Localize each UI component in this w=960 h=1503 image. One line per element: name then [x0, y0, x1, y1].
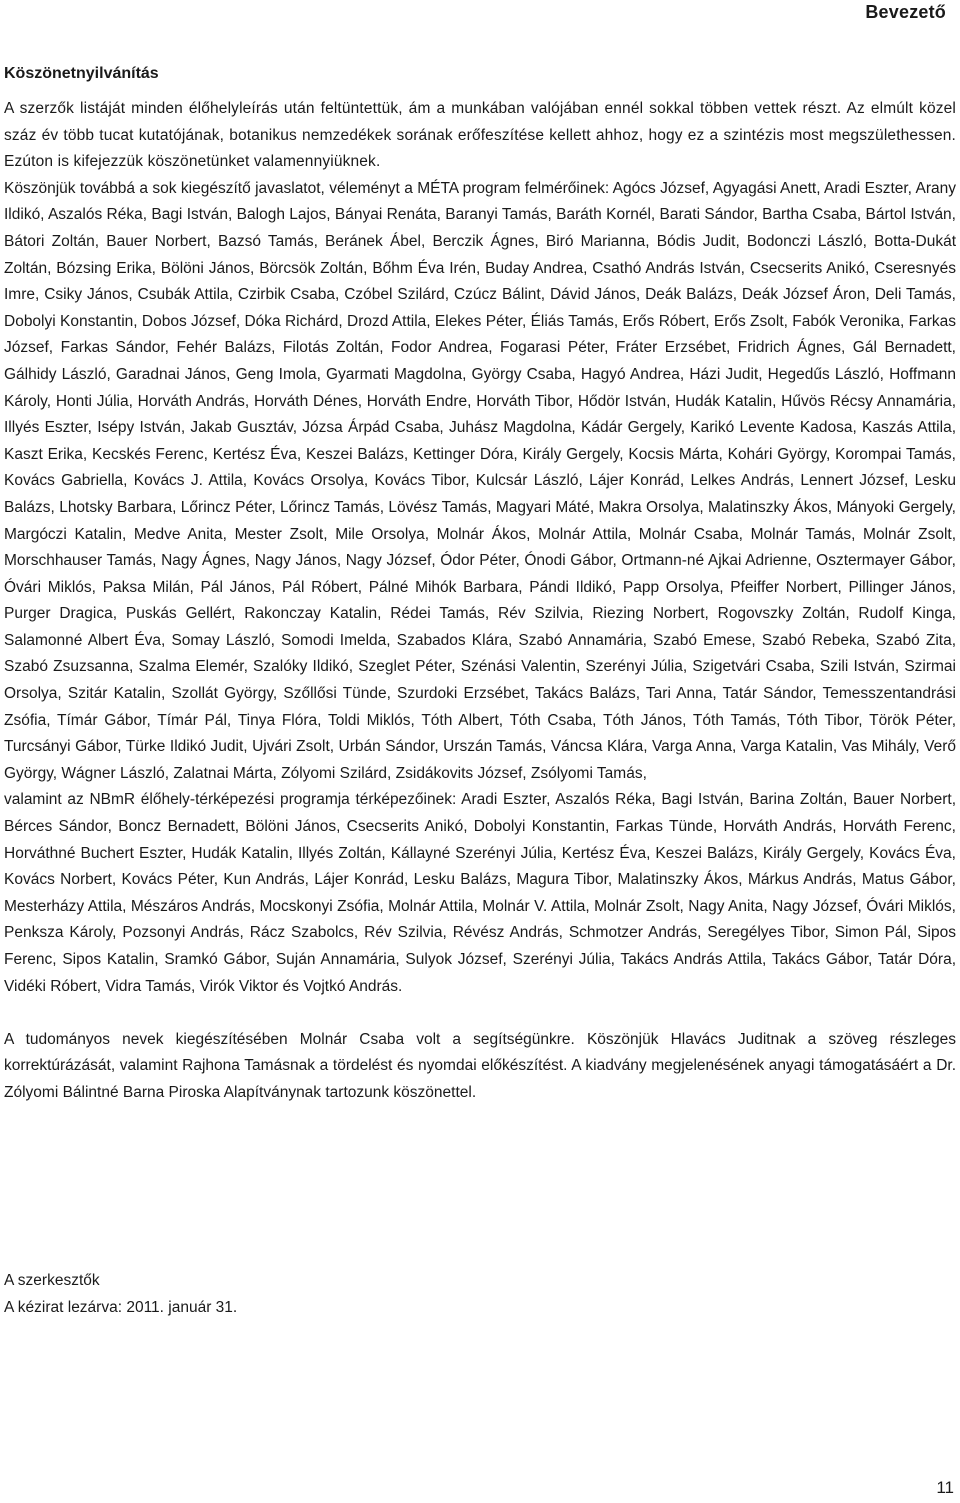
editing-thanks-paragraph: A tudományos nevek kiegészítésében Molnár Csaba volt a segítségünkre. Köszönjük Hlavács Juditnak a szöveg részleges korrektúrázását, valamint Rajhona Tamásnak a tördelést és nyomdai előkészítést. A kiadvány megjelenésének anyagi támogatásáért a Dr. Zólyomi Bálintné Barna Piroska Alapítványnak tartozunk köszönettel.: [4, 1030, 956, 1101]
intro-paragraph: A szerzők listáját minden élőhelyleírás után feltüntettük, ám a munkában valójában ennél sokkal többen vettek részt. Az elmúlt közel száz év több tucat kutatójának, botanikus nemzedékek sorának erőfeszítése kellett ahhoz, hogy ez a szintézis most megszülethessen. Ezúton is kifejezzük köszönetünket valamennyiüknek.: [4, 100, 956, 171]
meta-surveyors-paragraph: Köszönjük továbbá a sok kiegészítő javaslatot, véleményt a MÉTA program felmérőinek: Agócs József, Agyagási Anett, Aradi Eszter, Arany Ildikó, Aszalós Réka, Bagi István, Balogh Lajos, Bányai Renáta, Baranyi Tamás, Baráth Kornél, Barati Sándor, Bartha Csaba, Bártol István, Bátori Zoltán, Bauer Norbert, Bazsó Tamás, Beránek Ábel, Berczik Ágnes, Biró Marianna, Bódis Judit, Bodonczi László, Botta-Dukát Zoltán, Bózsing Erika, Bölöni János, Börcsök Zoltán, Bőhm Éva Irén, Buday Andrea, Csathó András István, Csecserits Anikó, Cseresnyés Imre, Csiky János, Csubák Attila, Czirbik Csaba, Czóbel Szilárd, Czúcz Bálint, Dávid János, Deák Balázs, Deák József Áron, Deli Tamás, Dobolyi Konstantin, Dobos József, Dóka Richárd, Drozd Attila, Elekes Péter, Éliás Tamás, Erős Róbert, Erős Zsolt, Fabók Veronika, Farkas József, Farkas Sándor, Fehér Balázs, Filotás Zoltán, Fodor Andrea, Fogarasi Péter, Fráter Erzsébet, Fridrich Ágnes, Gál Bernadett, Gálhidy László, Garadnai János, Geng Imola, Gyarmati Magdolna, György Csaba, Hagyó Andrea, Házi Judit, Hegedűs László, Hoffmann Károly, Honti Júlia, Horváth András, Horváth Dénes, Horváth Endre, Horváth Tibor, Hődör István, Hudák Katalin, Hűvös Récsy Annamária, Illyés Eszter, Isépy István, Jakab Gusztáv, Józsa Árpád Csaba, Juhász Magdolna, Kádár Gergely, Karikó Levente Kadosa, Kaszás Attila, Kaszt Erika, Kecskés Ferenc, Kertész Éva, Keszei Balázs, Kettinger Dóra, Király Gergely, Kocsis Márta, Kohári György, Korompai Tamás, Kovács Gabriella, Kovács J. Attila, Kovács Orsolya, Kovács Tibor, Kulcsár László, Lájer Konrád, Lelkes András, Lennert József, Lesku Balázs, Lhotsky Barbara, Lőrincz Péter, Lőrincz Tamás, Lövész Tamás, Magyari Máté, Makra Orsolya, Malatinszky Ákos, Mányoki Gergely, Margóczi Katalin, Medve Anita, Mester Zsolt, Mile Orsolya, Molnár Ákos, Molnár Attila, Molnár Csaba, Molnár Tamás, Molnár Zsolt, Morschhauser Tamás, Nagy Ágnes, Nagy János, Nagy József, Ódor Péter, Ónodi Gábor, Ortmann-né Ajkai Adrienne, Osztermayer Gábor, Óvári Miklós, Paksa Milán, Pál János, Pál Róbert, Pálné Mihók Barbara, Pándi Ildikó, Papp Orsolya, Pfeiffer Norbert, Pillinger János, Purger Dragica, Puskás Gellért, Rakonczay Katalin, Rédei Tamás, Rév Szilvia, Riezing Norbert, Rogovszky Zoltán, Rudolf Kinga, Salamonné Albert Éva, Somay László, Somodi Imelda, Szabados Klára, Szabó Annamária, Szabó Emese, Szabó Rebeka, Szabó Zita, Szabó Zsuzsanna, Szalma Elemér, Szalóky Ildikó, Szeglet Péter, Szénási Valentin, Szerényi Júlia, Szigetvári Csaba, Szili István, Szirmai Orsolya, Szitár Katalin, Szollát György, Szőllősi Tünde, Szurdoki Erzsébet, Takács Balázs, Tari Anna, Tatár Sándor, Temesszentandrási Zsófia, Tímár Gábor, Tímár Pál, Tinya Flóra, Toldi Miklós, Tóth Albert, Tóth Csaba, Tóth János, Tóth Tamás, Tóth Tibor, Török Péter, Turcsányi Gábor, Türke Ildikó Judit, Ujvári Zsolt, Urbán Sándor, Urszán Tamás, Váncsa Klára, Varga Anna, Varga Katalin, Vas Mihály, Verő György, Wágner László, Zalatnai Márta, Zólyomi Szilárd, Zsidákovits József, Zsólyomi Tamás,: [4, 179, 956, 782]
acknowledgements-body: [4, 96, 956, 1107]
nbmr-mappers-paragraph: valamint az NBmR élőhely-térképezési programja térképezőinek: Aradi Eszter, Aszalós Réka, Bagi István, Barina Zoltán, Bauer Norbert, Bérces Sándor, Boncz Bernadett, Bölöni János, Csecserits Anikó, Dobolyi Konstantin, Farkas Tünde, Horváth András, Horváth Ferenc, Horváthné Buchert Eszter, Hudák Katalin, Illyés Zoltán, Kállayné Szerényi Júlia, Kertész Éva, Keszei Balázs, Király Gergely, Kovács Éva, Kovács Norbert, Kovács Péter, Kun András, Lájer Konrád, Lesku Balázs, Magura Tibor, Malatinszky Ákos, Márkus András, Matus Gábor, Mesterházy Attila, Mészáros András, Mocskonyi Zsófia, Molnár Attila, Molnár V. Attila, Molnár Zsolt, Nagy Anita, Nagy József, Óvári Miklós, Penksza Károly, Pozsonyi András, Rácz Szabolcs, Rév Szilvia, Révész András, Schmotzer András, Seregélyes Tibor, Simon Pál, Sipos Ferenc, Sipos Katalin, Sramkó Gábor, Suján Annamária, Sulyok József, Szerényi Júlia, Takács András Attila, Takács Gábor, Tatár Dóra, Vidéki Róbert, Vidra Tamás, Virók Viktor és Vojtkó András.: [4, 791, 956, 995]
signature-block: [4, 1268, 237, 1321]
manuscript-closing-date: A kézirat lezárva: 2011. január 31.: [4, 1298, 238, 1316]
signature-author: A szerkesztők: [4, 1272, 100, 1289]
paragraph-spacer: [4, 1000, 956, 1027]
running-header-title: Bevezető: [865, 2, 946, 22]
section-title: Köszönetnyilvánítás: [4, 65, 159, 82]
page-number: 11: [936, 1478, 954, 1497]
